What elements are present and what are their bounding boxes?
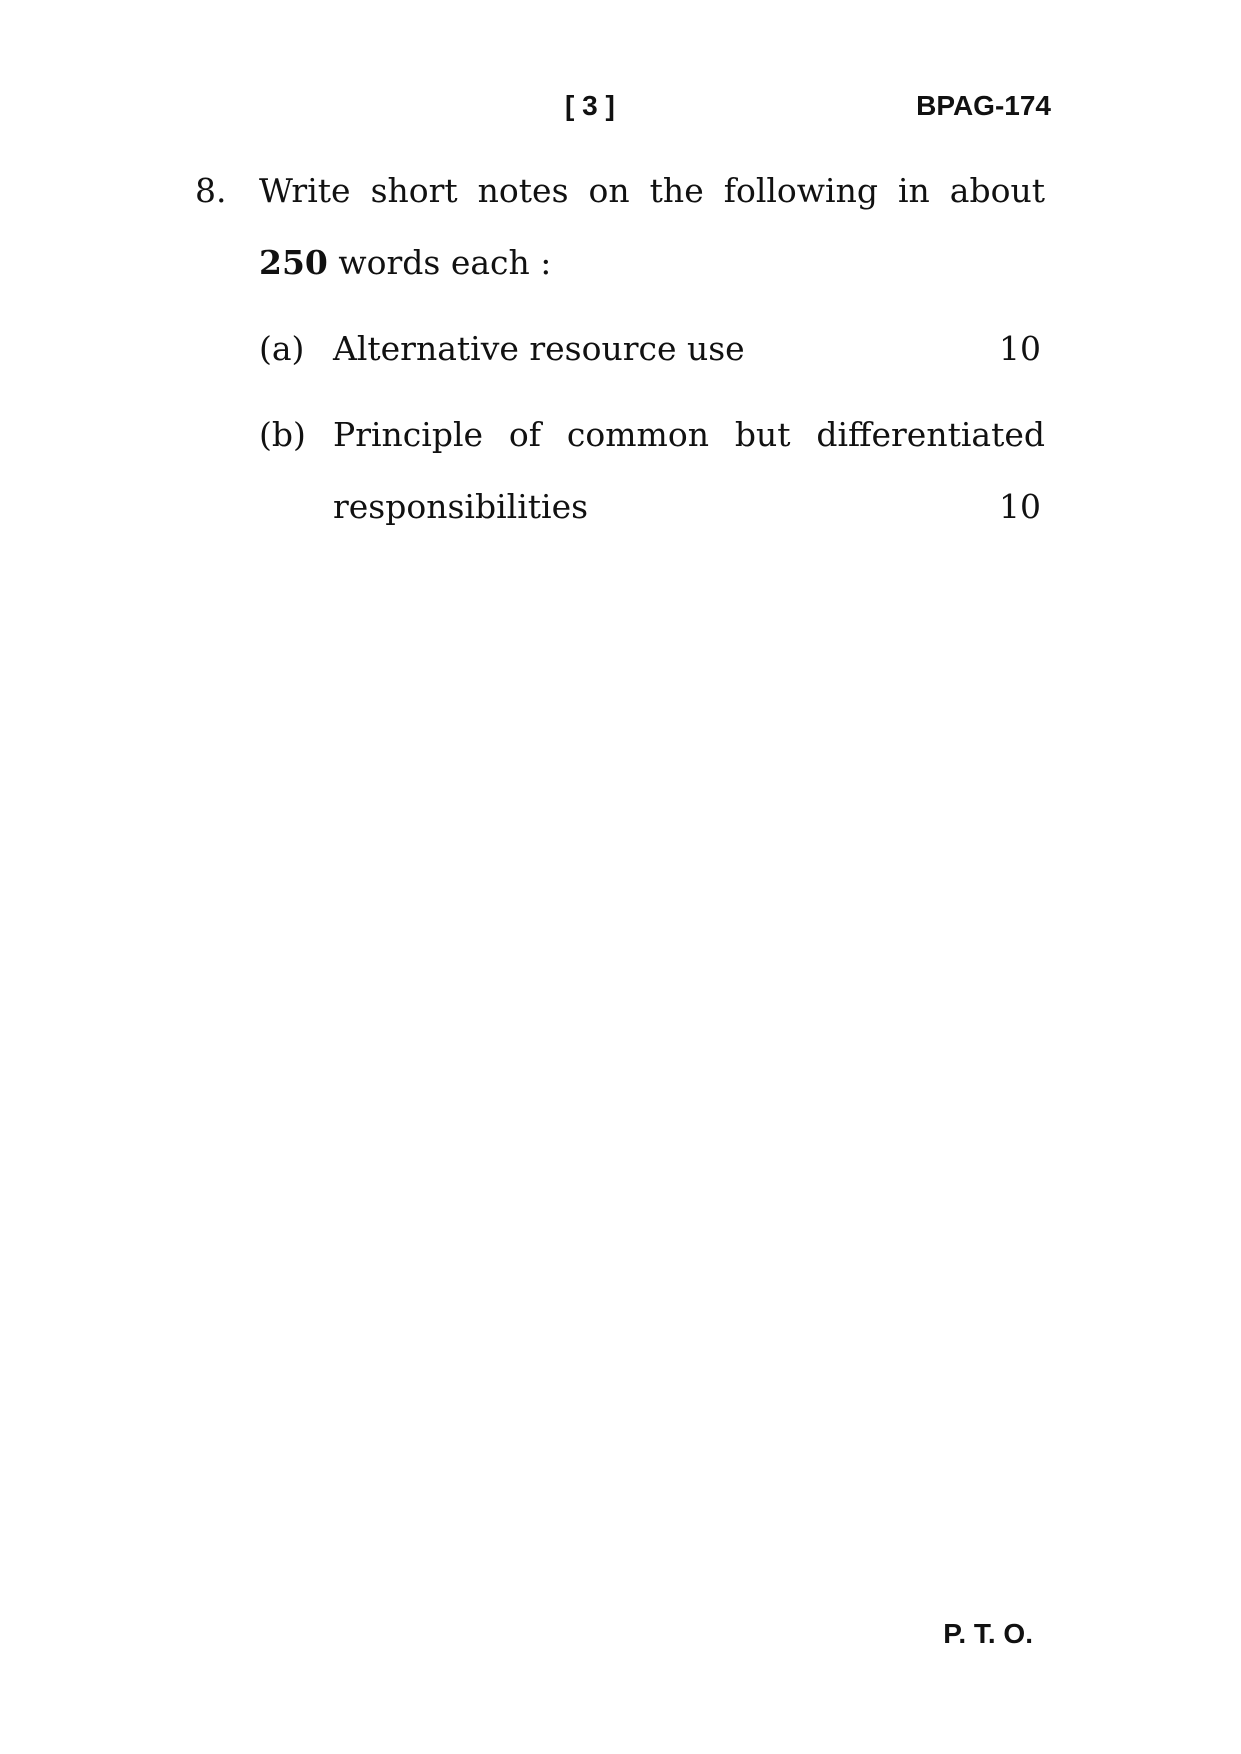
question-row	[195, 155, 1045, 227]
question-text-line2-rest: words each :	[327, 243, 552, 282]
part-b	[259, 399, 1045, 543]
part-body	[333, 399, 1045, 543]
part-text-line1: Principle of common but differentiated	[333, 415, 1045, 454]
part-body	[333, 313, 1045, 385]
part-text: Alternative resource use	[333, 329, 745, 368]
pto-footer: P. T. O.	[943, 1618, 1033, 1649]
question-8	[195, 155, 1045, 557]
part-line	[333, 471, 1045, 543]
word-count: 250	[259, 243, 328, 282]
question-text-line2	[259, 227, 1045, 299]
part-line	[333, 313, 1045, 385]
part-marks: 10	[999, 329, 1041, 368]
question-text-line1: Write short notes on the following in about	[259, 171, 1045, 210]
part-label: (a)	[259, 329, 305, 368]
question-number: 8.	[195, 171, 227, 210]
part-marks: 10	[999, 487, 1041, 526]
part-label: (b)	[259, 415, 306, 454]
part-a	[259, 313, 1045, 385]
question-parts	[259, 313, 1045, 543]
paper-code: BPAG-174	[916, 90, 1051, 121]
part-text-line2: responsibilities	[333, 487, 589, 526]
page-number: [ 3 ]	[565, 90, 615, 121]
